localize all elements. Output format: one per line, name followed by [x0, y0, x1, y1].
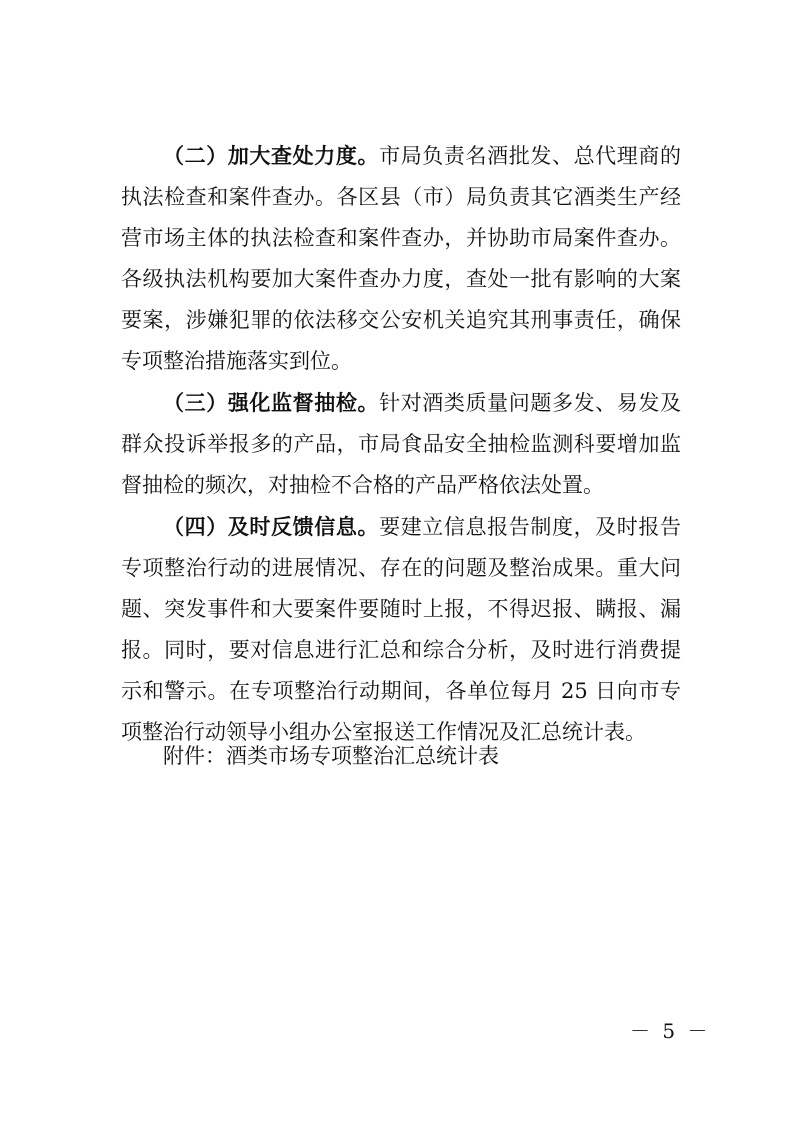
- document-body: [121, 135, 681, 753]
- paragraph-investigation: [121, 135, 681, 382]
- paragraph-feedback: [121, 506, 681, 753]
- attachment-note: 附件：酒类市场专项整治汇总统计表: [163, 744, 499, 768]
- paragraph-supervision: [121, 382, 681, 506]
- paragraph-heading: （三）强化监督抽检。: [163, 390, 380, 415]
- paragraph-text: 要建立信息报告制度，及时报告专项整治行动的进展情况、存在的问题及整治成果。重大问题、突发事件和大要案件要随时上报，不得迟报、瞒报、漏报。同时，要对信息进行汇总和综合分析，及时进行消费提示和警示。在专项整治行动期间，各单位每月 25 日向市专项整治行动领导小组办公室报送工作情况及汇总统计表。: [121, 515, 682, 744]
- paragraph-text: 针对酒类质量问题多发、易发及群众投诉举报多的产品，市局食品安全抽检监测科要增加监督抽检的频次，对抽检不合格的产品严格依法处置。: [121, 391, 682, 497]
- paragraph-heading: （二）加大查处力度。: [163, 143, 380, 168]
- paragraph-heading: （四）及时反馈信息。: [163, 514, 380, 539]
- page-number: － 5 －: [630, 1019, 711, 1043]
- paragraph-text: 市局负责名酒批发、总代理商的执法检查和案件查办。各区县（市）局负责其它酒类生产经营市场主体的执法检查和案件查办，并协助市局案件查办。各级执法机构要加大案件查办力度，查处一批有影响的大案要案，涉嫌犯罪的依法移交公安机关追究其刑事责任，确保专项整治措施落实到位。: [121, 144, 682, 373]
